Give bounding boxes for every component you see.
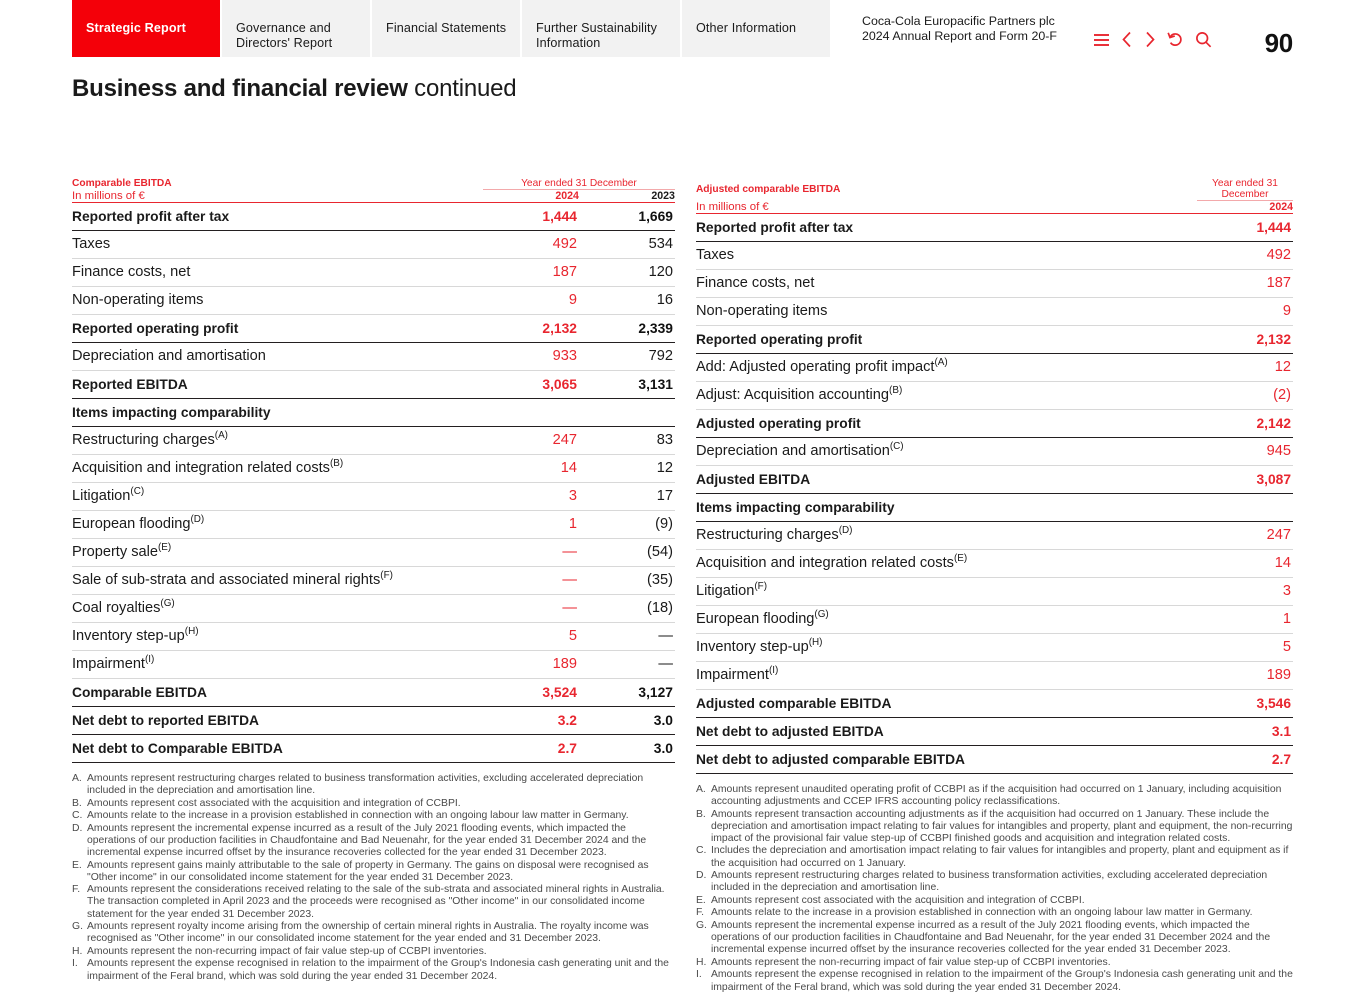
page-title-main: Business and financial review xyxy=(72,75,408,102)
table-row xyxy=(72,259,675,287)
footnotes-list xyxy=(72,773,675,983)
table-row xyxy=(696,634,1293,662)
row-value-2024: — xyxy=(483,567,579,595)
row-value-2024: — xyxy=(483,539,579,567)
footnote-marker: A. xyxy=(695,784,706,795)
table-row xyxy=(696,354,1293,382)
row-label: Finance costs, net xyxy=(72,259,483,287)
row-label: Taxes xyxy=(696,242,1197,270)
next-page-icon[interactable] xyxy=(1144,31,1156,48)
table-row xyxy=(72,623,675,651)
tab-label: Further Sustainability Information xyxy=(536,21,658,50)
comparable-ebitda-table xyxy=(72,178,675,763)
footnote-text: Amounts represent the incremental expense incurred as a result of the July 2021 flooding events, which impacted the operations of our production facilities in Chaudfontaine and Bad Neuenahr, for the year ended 31 December 2024 and the incremental expense incurred offset by the insurance recoveries collected for the year ended 31 December 2023. xyxy=(710,920,1271,956)
footnote-text: Amounts represent the non-recurring impact of fair value step-up of CCBPI inventories. xyxy=(87,945,487,957)
row-value-2024: 1 xyxy=(483,511,579,539)
row-label: Adjusted comparable EBITDA xyxy=(696,690,1197,718)
row-value-2024 xyxy=(483,399,579,427)
row-value-2024: 5 xyxy=(483,623,579,651)
table-row xyxy=(72,483,675,511)
document-title-line-1: Coca-Cola Europacific Partners plc xyxy=(862,13,1055,28)
footnote-text: Amounts represent restructuring charges related to business transformation activities, excluding accelerated depreciation included in the depreciation and amortisation line. xyxy=(87,773,644,797)
footnote-marker: D. xyxy=(695,870,707,882)
table-row xyxy=(72,371,675,399)
row-value-2024: 492 xyxy=(483,231,579,259)
row-label: Inventory step-$up^{(H)}$ xyxy=(72,623,483,651)
table-row xyxy=(72,511,675,539)
row-label: Reported operating profit xyxy=(72,315,483,343)
table-row xyxy=(696,438,1293,466)
table-row xyxy=(696,522,1293,550)
column-header-2024: 2024 xyxy=(1269,201,1293,213)
column-header-2023: 2023 xyxy=(651,190,675,202)
row-value-2024: 2.7 xyxy=(483,735,579,763)
footnote-item xyxy=(72,958,675,982)
tab-label: Strategic Report xyxy=(86,21,186,35)
row-value-2023: 16 xyxy=(579,287,675,315)
row-value-2024: 492 xyxy=(1197,242,1293,270)
table-row xyxy=(696,690,1293,718)
row-value-2024: — xyxy=(483,595,579,623)
footnote-marker: F. xyxy=(72,884,81,896)
comparable-ebitda-column xyxy=(72,178,675,994)
row-value-2024: 1,444 xyxy=(483,203,579,231)
row-value-2024: 3,087 xyxy=(1197,466,1293,494)
row-label: Add: Adjusted operating profit impact$^{(A)}$ xyxy=(696,354,1197,382)
footnote-reference: (A) xyxy=(214,430,228,442)
table-row xyxy=(72,287,675,315)
footnote-item xyxy=(72,810,675,822)
table-row xyxy=(696,326,1293,354)
tab-strategic-report[interactable] xyxy=(72,0,222,57)
table-row xyxy=(72,343,675,371)
table-title: Comparable EBITDA xyxy=(72,178,172,190)
search-icon[interactable] xyxy=(1195,31,1212,48)
footnote-text: Amounts represent the expense recognised in relation to the impairment of the Group's Indonesia cash generating unit and the impairment of the Feral brand, which was sold during the year ended 31 December 2024. xyxy=(710,969,1293,993)
row-label: Items impacting comparability xyxy=(696,494,1197,522)
footnote-reference: (H) xyxy=(184,626,199,638)
footnote-item xyxy=(72,921,675,945)
footnote-marker: G. xyxy=(695,920,707,932)
row-value-2024: 9 xyxy=(483,287,579,315)
row-label: Adjusted operating profit xyxy=(696,410,1197,438)
table-row xyxy=(72,539,675,567)
row-value-2023: 534 xyxy=(579,231,675,259)
row-value-2023: 792 xyxy=(579,343,675,371)
row-label: Restructuring charges$^{(A)}$ xyxy=(72,427,483,455)
row-value-2023: 17 xyxy=(579,483,675,511)
footnote-text: Amounts represent gains mainly attributable to the sale of property in Germany. The gains on disposal were recognised as "Other income" in our consolidated income statement for the year ended 31 December 2023. xyxy=(87,859,649,883)
footnote-item xyxy=(696,907,1293,919)
row-label: Adjust: Acquisition accounting$^{(B)}$ xyxy=(696,382,1197,410)
table-header xyxy=(696,178,1293,214)
footnote-marker: C. xyxy=(695,845,707,857)
table-row xyxy=(72,707,675,735)
row-label: Finance costs, net xyxy=(696,270,1197,298)
table-row xyxy=(696,578,1293,606)
footnote-item xyxy=(72,884,675,920)
table-row xyxy=(72,203,675,231)
footnote-reference: (F) xyxy=(754,581,768,593)
table-row xyxy=(72,735,675,763)
menu-icon[interactable] xyxy=(1093,33,1110,47)
row-label: Adjusted EBITDA xyxy=(696,466,1197,494)
period-label: Year ended 31 December xyxy=(483,178,675,190)
row-value-2024: 3 xyxy=(483,483,579,511)
table-row xyxy=(696,270,1293,298)
row-value-2024: 3 xyxy=(1197,578,1293,606)
row-value-2024: 5 xyxy=(1197,634,1293,662)
footnote-reference: (A) xyxy=(934,357,948,369)
row-value-2024: 3.1 xyxy=(1197,718,1293,746)
row-value-2023: — xyxy=(579,651,675,679)
row-value-2023: 83 xyxy=(579,427,675,455)
table-title: Adjusted comparable EBITDA xyxy=(695,183,841,195)
row-value-2024: 3,546 xyxy=(1197,690,1293,718)
row-value-2023: (54) xyxy=(579,539,675,567)
footnote-reference: (G) xyxy=(160,598,175,610)
table-units: In millions of € xyxy=(695,200,769,213)
row-value-2024: 3.2 xyxy=(483,707,579,735)
table-row xyxy=(72,651,675,679)
row-label: Restructuring charges$^{(D)}$ xyxy=(696,522,1197,550)
footnote-marker: G. xyxy=(72,921,83,933)
row-value-2023: 1,669 xyxy=(579,203,675,231)
footnote-text: Amounts represent the expense recognised in relation to the impairment of the Group's Indonesia cash generating unit and the impairment of the Feral brand, which was sold during the year ended 31 December 2024. xyxy=(87,958,669,982)
document-title-line-2: 2024 Annual Report and Form 20-F xyxy=(862,28,1057,43)
row-value-2023: 12 xyxy=(579,455,675,483)
row-label: Depreciation and amortisation xyxy=(72,343,483,371)
adjusted-comparable-ebitda-column xyxy=(696,178,1293,994)
footnote-marker: H. xyxy=(695,956,707,968)
table-row xyxy=(72,231,675,259)
footnote-marker: E. xyxy=(72,859,82,871)
table-row xyxy=(696,718,1293,746)
footnote-text: Amounts represent the considerations received relating to the sale of the sub-strata and associated mineral rights in Australia. The transaction completed in April 2023 and the proceeds were recognised as "Other income" in our consolidated income statement for the year ended 31 December 2023. xyxy=(87,884,665,920)
footnote-item xyxy=(72,860,675,884)
row-value-2024: 1 xyxy=(1197,606,1293,634)
footnote-text: Amounts represent royalty income arising from the ownership of certain mineral rights in Australia. The royalty income was recognised as "Other income" in our consolidated income statement for the year ended and 31 December 2023. xyxy=(87,921,649,945)
footnote-item xyxy=(696,870,1293,894)
tab-further-sustainability-information[interactable] xyxy=(522,0,682,57)
footnote-marker: C. xyxy=(72,810,83,822)
row-value-2024: 2.7 xyxy=(1197,746,1293,774)
tab-governance-and-directors-report[interactable] xyxy=(222,0,372,57)
row-value-2024: 189 xyxy=(483,651,579,679)
footnote-item xyxy=(696,957,1293,969)
row-label: Reported profit after tax xyxy=(72,203,483,231)
tab-label: Financial Statements xyxy=(386,21,507,35)
footnote-reference: (H) xyxy=(808,637,823,649)
row-value-2024: 12 xyxy=(1197,354,1293,382)
row-value-2023: 3,127 xyxy=(579,679,675,707)
footnote-item xyxy=(696,784,1293,808)
row-value-2024 xyxy=(1197,494,1293,522)
row-label: Impairment$^{(I)}$ xyxy=(696,662,1197,690)
row-label: Property sale$^{(E)}$ xyxy=(72,539,483,567)
footnote-item xyxy=(696,845,1293,869)
table-row xyxy=(696,242,1293,270)
footnote-text: Amounts represent unaudited operating profit of CCBPI as if the acquisition had occurred on 1 January, including acquisition accounting adjustments and CCEP IFRS accounting policy reclassifications. xyxy=(710,784,1282,808)
row-value-2024: 3,524 xyxy=(483,679,579,707)
period-label: Year ended 31 December xyxy=(1197,178,1293,201)
footnote-text: Amounts represent cost associated with the acquisition and integration of CCBPI. xyxy=(87,797,461,809)
table-row xyxy=(696,382,1293,410)
row-label: Net debt to reported EBITDA xyxy=(72,707,483,735)
row-label: Net debt to adjusted EBITDA xyxy=(696,718,1197,746)
row-label: Impairment$^{(I)}$ xyxy=(72,651,483,679)
row-value-2024: 933 xyxy=(483,343,579,371)
footnote-marker: H. xyxy=(72,945,83,957)
document-title xyxy=(862,14,1057,44)
footnote-text: Amounts represent the non-recurring impact of fair value step-up of CCBPI inventories. xyxy=(710,956,1111,968)
row-value-2023: (18) xyxy=(579,595,675,623)
footnote-item xyxy=(72,823,675,859)
row-label: Litigation$^{(F)}$ xyxy=(696,578,1197,606)
table-row xyxy=(696,214,1293,242)
row-value-2024: 247 xyxy=(483,427,579,455)
table-header xyxy=(72,178,675,203)
table-row xyxy=(696,606,1293,634)
top-navigation-bar xyxy=(0,0,1365,57)
footnote-text: Amounts represent the incremental expense incurred as a result of the July 2021 flooding events, which impacted the operations of our production facilities in Chaudfontaine and Bad Neuenahr, for the year ended 31 December 2024 and the incremental expense incurred offset by the insurance recoveries collected for the year ended 31 December 2023. xyxy=(87,822,647,859)
footnote-marker: D. xyxy=(72,822,83,834)
row-value-2023: 120 xyxy=(579,259,675,287)
row-value-2024: (2) xyxy=(1197,382,1293,410)
row-label: Non-operating items xyxy=(72,287,483,315)
footnote-marker: F. xyxy=(695,907,705,919)
row-label: European flooding$^{(D)}$ xyxy=(72,511,483,539)
row-label: Taxes xyxy=(72,231,483,259)
row-value-2024: 189 xyxy=(1197,662,1293,690)
adjusted-comparable-ebitda-table xyxy=(696,178,1293,774)
table-body xyxy=(696,214,1293,774)
tab-financial-statements[interactable] xyxy=(372,0,522,57)
footnote-text: Amounts represent restructuring charges related to business transformation activities, excluding accelerated depreciation included in the depreciation and amortisation line. xyxy=(710,870,1268,894)
row-value-2024: 9 xyxy=(1197,298,1293,326)
footnote-text: Amounts represent cost associated with the acquisition and integration of CCBPI. xyxy=(710,894,1085,906)
table-row xyxy=(696,466,1293,494)
table-row xyxy=(72,399,675,427)
footnote-reference: (B) xyxy=(889,385,903,397)
footnote-text: Amounts represent transaction accounting adjustments as if the acquisition had occurred on 1 January. These include the depreciation and amortisation impact relating to fair values for intangibles and property, plant and equipment, the non-recurring impact of the provisional fair value step-up of CCBPI finished goods and acquisition and integration related costs. xyxy=(710,808,1293,844)
table-row xyxy=(696,746,1293,774)
row-value-2024: 14 xyxy=(1197,550,1293,578)
previous-page-icon[interactable] xyxy=(1121,31,1133,48)
row-value-2024: 247 xyxy=(1197,522,1293,550)
table-row xyxy=(72,455,675,483)
row-value-2023: 3.0 xyxy=(579,707,675,735)
row-label: Comparable EBITDA xyxy=(72,679,483,707)
footnote-item xyxy=(696,969,1293,993)
table-units: In millions of € xyxy=(72,189,145,202)
page-title xyxy=(72,75,1365,103)
table-row xyxy=(72,595,675,623)
footnotes-list xyxy=(696,784,1293,994)
table-row xyxy=(72,567,675,595)
row-label: Acquisition and integration related costs$^{(B)}$ xyxy=(72,455,483,483)
row-value-2024: 945 xyxy=(1197,438,1293,466)
footnote-reference: (C) xyxy=(130,486,145,498)
row-value-2024: 14 xyxy=(483,455,579,483)
undo-icon[interactable] xyxy=(1167,31,1184,48)
header-toolbar xyxy=(1093,31,1212,48)
column-header-2024: 2024 xyxy=(555,190,579,202)
row-label: Litigation$^{(C)}$ xyxy=(72,483,483,511)
row-label: European flooding$^{(G)}$ xyxy=(696,606,1197,634)
page-number: 90 xyxy=(1264,28,1293,58)
row-value-2024: 187 xyxy=(483,259,579,287)
table-row xyxy=(696,494,1293,522)
table-row xyxy=(72,679,675,707)
row-label: Reported operating profit xyxy=(696,326,1197,354)
row-label: Non-operating items xyxy=(696,298,1197,326)
tab-other-information[interactable] xyxy=(682,0,832,57)
row-label: Reported EBITDA xyxy=(72,371,483,399)
tab-label: Other Information xyxy=(696,21,797,35)
row-value-2023: — xyxy=(579,623,675,651)
table-row xyxy=(696,550,1293,578)
footnote-reference: (E) xyxy=(157,542,172,554)
row-value-2024: 2,132 xyxy=(483,315,579,343)
row-label: Depreciation and amortisation$^{(C)}$ xyxy=(696,438,1197,466)
footnote-marker: B. xyxy=(72,797,82,809)
footnote-item xyxy=(696,809,1293,845)
row-value-2024: 3,065 xyxy=(483,371,579,399)
footnote-marker: I. xyxy=(72,958,78,970)
footnote-marker: A. xyxy=(72,773,82,784)
footnote-text: Amounts relate to the increase in a provision established in connection with an ongoing labour law matter in Germany. xyxy=(87,810,629,822)
row-value-2023: (9) xyxy=(579,511,675,539)
footnote-reference: (F) xyxy=(380,570,393,582)
table-row xyxy=(696,410,1293,438)
content-columns xyxy=(0,178,1365,994)
footnote-item xyxy=(72,798,675,810)
footnote-reference: (I) xyxy=(145,654,155,666)
table-row xyxy=(72,315,675,343)
page-title-suffix: continued xyxy=(407,75,517,102)
row-label: Coal royalties$^{(G)}$ xyxy=(72,595,483,623)
row-value-2023 xyxy=(579,399,675,427)
footnote-marker: I. xyxy=(695,969,702,981)
row-label: Reported profit after tax xyxy=(696,214,1197,242)
row-value-2024: 187 xyxy=(1197,270,1293,298)
footnote-reference: (G) xyxy=(814,609,829,621)
row-value-2024: 2,142 xyxy=(1197,410,1293,438)
row-label: Sale of sub-strata and associated mineral rights$^{(F)}$ xyxy=(72,567,483,595)
row-label: Net debt to adjusted comparable EBITDA xyxy=(696,746,1197,774)
table-row xyxy=(72,427,675,455)
footnote-reference: (B) xyxy=(329,458,344,470)
table-body xyxy=(72,203,675,763)
row-value-2023: (35) xyxy=(579,567,675,595)
footnote-text: Amounts relate to the increase in a provision established in connection with an ongoing labour law matter in Germany. xyxy=(710,907,1253,919)
footnote-reference: (D) xyxy=(190,514,205,526)
table-row xyxy=(696,662,1293,690)
footnote-marker: E. xyxy=(695,894,706,906)
row-label: Items impacting comparability xyxy=(72,399,483,427)
row-label: Acquisition and integration related costs$^{(E)}$ xyxy=(696,550,1197,578)
footnote-text: Includes the depreciation and amortisation impact relating to fair values for intangibles and property, plant and equipment as if the acquisition had occurred on 1 January. xyxy=(710,845,1289,869)
row-value-2024: 2,132 xyxy=(1197,326,1293,354)
row-value-2023: 3,131 xyxy=(579,371,675,399)
footnote-reference: (C) xyxy=(889,441,904,453)
footnote-reference: (E) xyxy=(953,553,968,565)
table-row xyxy=(696,298,1293,326)
footnote-reference: (I) xyxy=(768,665,779,677)
row-value-2024: 1,444 xyxy=(1197,214,1293,242)
footnote-item xyxy=(72,946,675,958)
footnote-item xyxy=(72,773,675,797)
footnote-marker: B. xyxy=(695,808,706,820)
row-label: Net debt to Comparable EBITDA xyxy=(72,735,483,763)
footnote-item xyxy=(696,920,1293,956)
tab-label: Governance and Directors' Report xyxy=(236,21,333,50)
footnote-reference: (D) xyxy=(838,525,853,537)
row-label: Inventory step-$up^{(H)}$ xyxy=(696,634,1197,662)
row-value-2023: 3.0 xyxy=(579,735,675,763)
row-value-2023: 2,339 xyxy=(579,315,675,343)
footnote-item xyxy=(696,895,1293,907)
